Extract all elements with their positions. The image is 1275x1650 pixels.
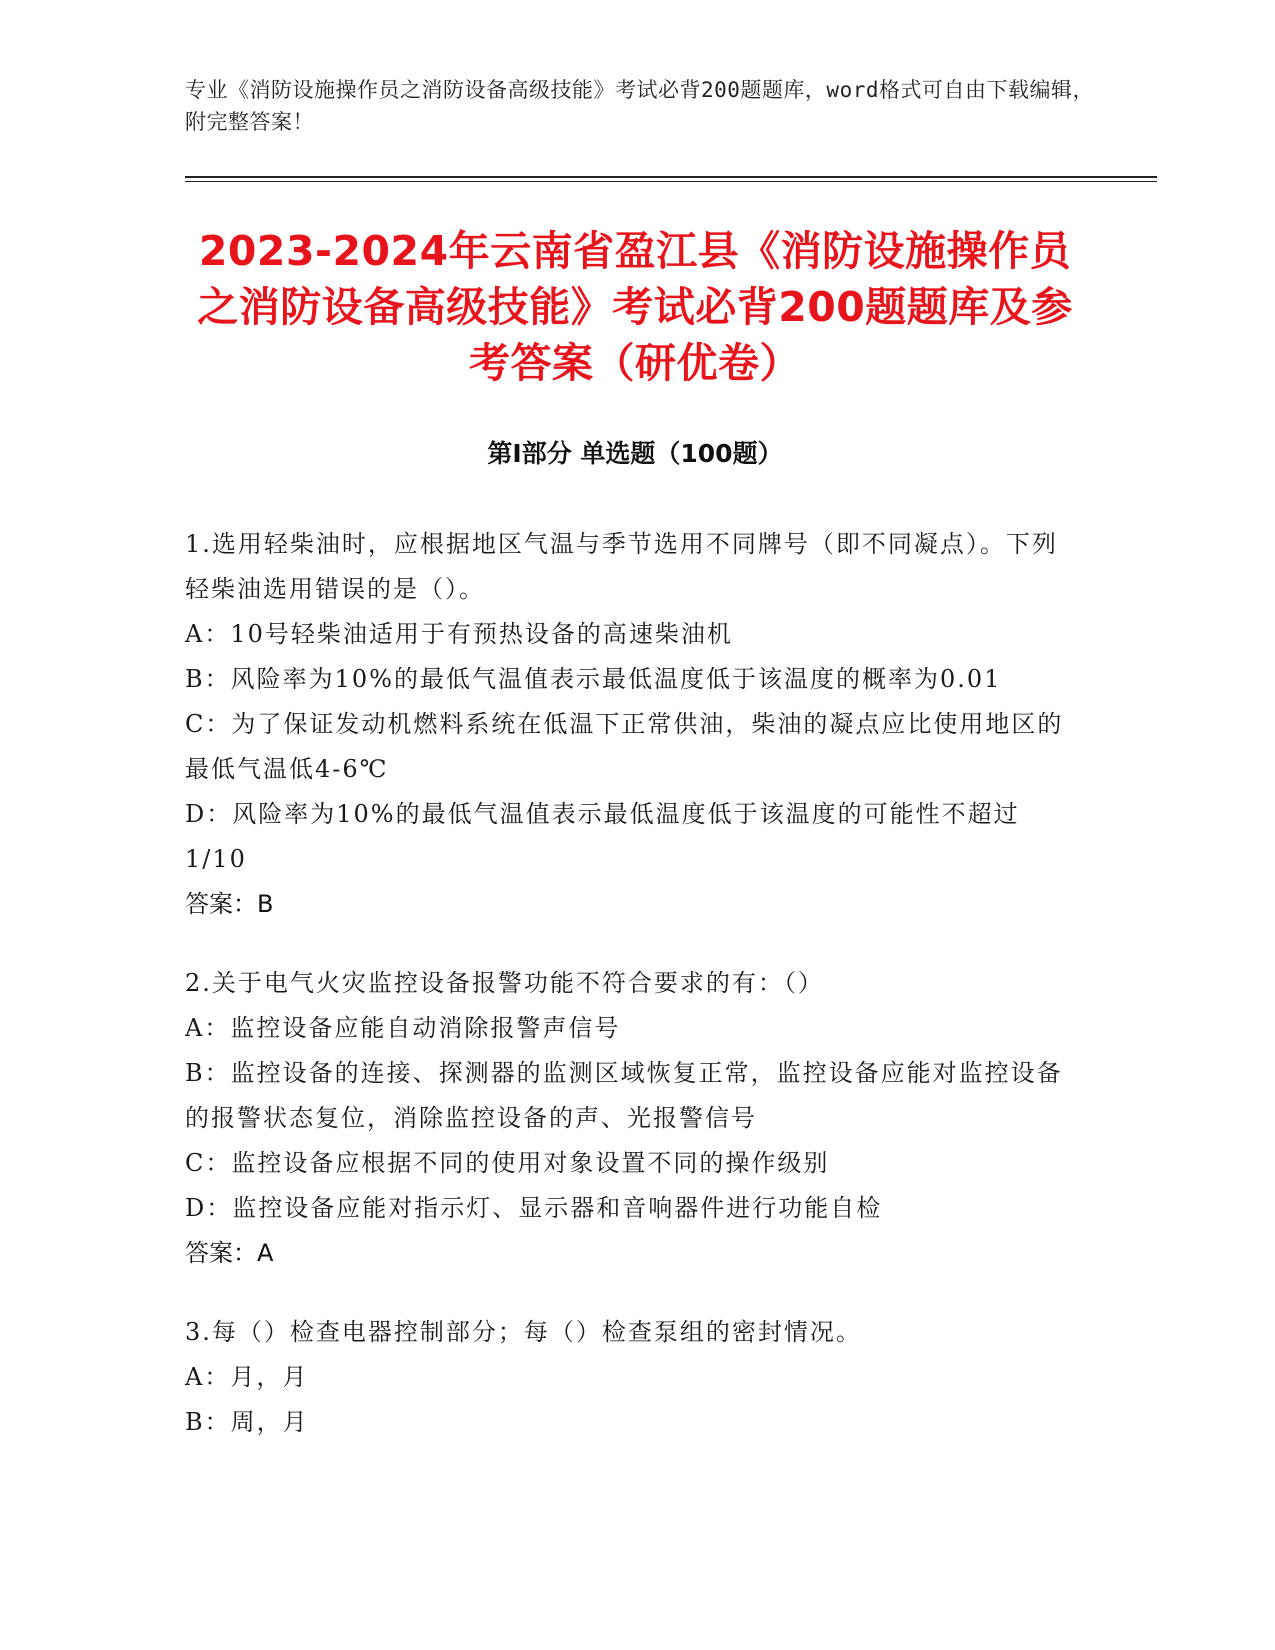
option-a: A：10号轻柴油适用于有预热设备的高速柴油机 <box>185 620 733 648</box>
answer-label: 答案：A <box>185 1239 274 1267</box>
question-stem: 3.每（）检查电器控制部分；每（）检查泵组的密封情况。 <box>185 1318 862 1346</box>
option-b: B：监控设备的连接、探测器的监测区域恢复正常，监控设备应能对监控设备的报警状态复位，消除监控设备的声、光报警信号 <box>185 1059 1063 1132</box>
question-2 <box>185 961 1080 1276</box>
header-divider-thin <box>185 181 1157 182</box>
option-a: A：月，月 <box>185 1363 309 1391</box>
question-3 <box>185 1310 1080 1445</box>
question-1 <box>185 522 1080 927</box>
option-b: B：周，月 <box>185 1408 309 1436</box>
option-a: A：监控设备应能自动消除报警声信号 <box>185 1014 621 1042</box>
section-heading: 第Ⅰ部分 单选题（100题） <box>487 439 783 468</box>
option-d: D：风险率为10%的最低气温值表示最低温度低于该温度的可能性不超过1/10 <box>185 800 1020 873</box>
question-stem: 2.关于电气火灾监控设备报警功能不符合要求的有：（） <box>185 969 824 997</box>
header-note: 专业《消防设施操作员之消防设备高级技能》考试必背200题题库，word格式可自由下载编辑，附完整答案！ <box>185 78 1094 134</box>
question-list <box>185 522 1080 1479</box>
document-title: 2023-2024年云南省盈江县《消防设施操作员之消防设备高级技能》考试必背200题题库及参考答案（研优卷） <box>197 227 1073 387</box>
option-c: C：为了保证发动机燃料系统在低温下正常供油，柴油的凝点应比使用地区的最低气温低4-6℃ <box>185 710 1064 783</box>
answer-label: 答案：B <box>185 890 274 918</box>
option-c: C：监控设备应根据不同的使用对象设置不同的操作级别 <box>185 1149 830 1177</box>
option-d: D：监控设备应能对指示灯、显示器和音响器件进行功能自检 <box>185 1194 883 1222</box>
header-divider-thick <box>185 176 1157 178</box>
option-b: B：风险率为10%的最低气温值表示最低温度低于该温度的概率为0.01 <box>185 665 1002 693</box>
question-stem: 1.选用轻柴油时，应根据地区气温与季节选用不同牌号（即不同凝点）。下列轻柴油选用错误的是（）。 <box>185 530 1058 603</box>
